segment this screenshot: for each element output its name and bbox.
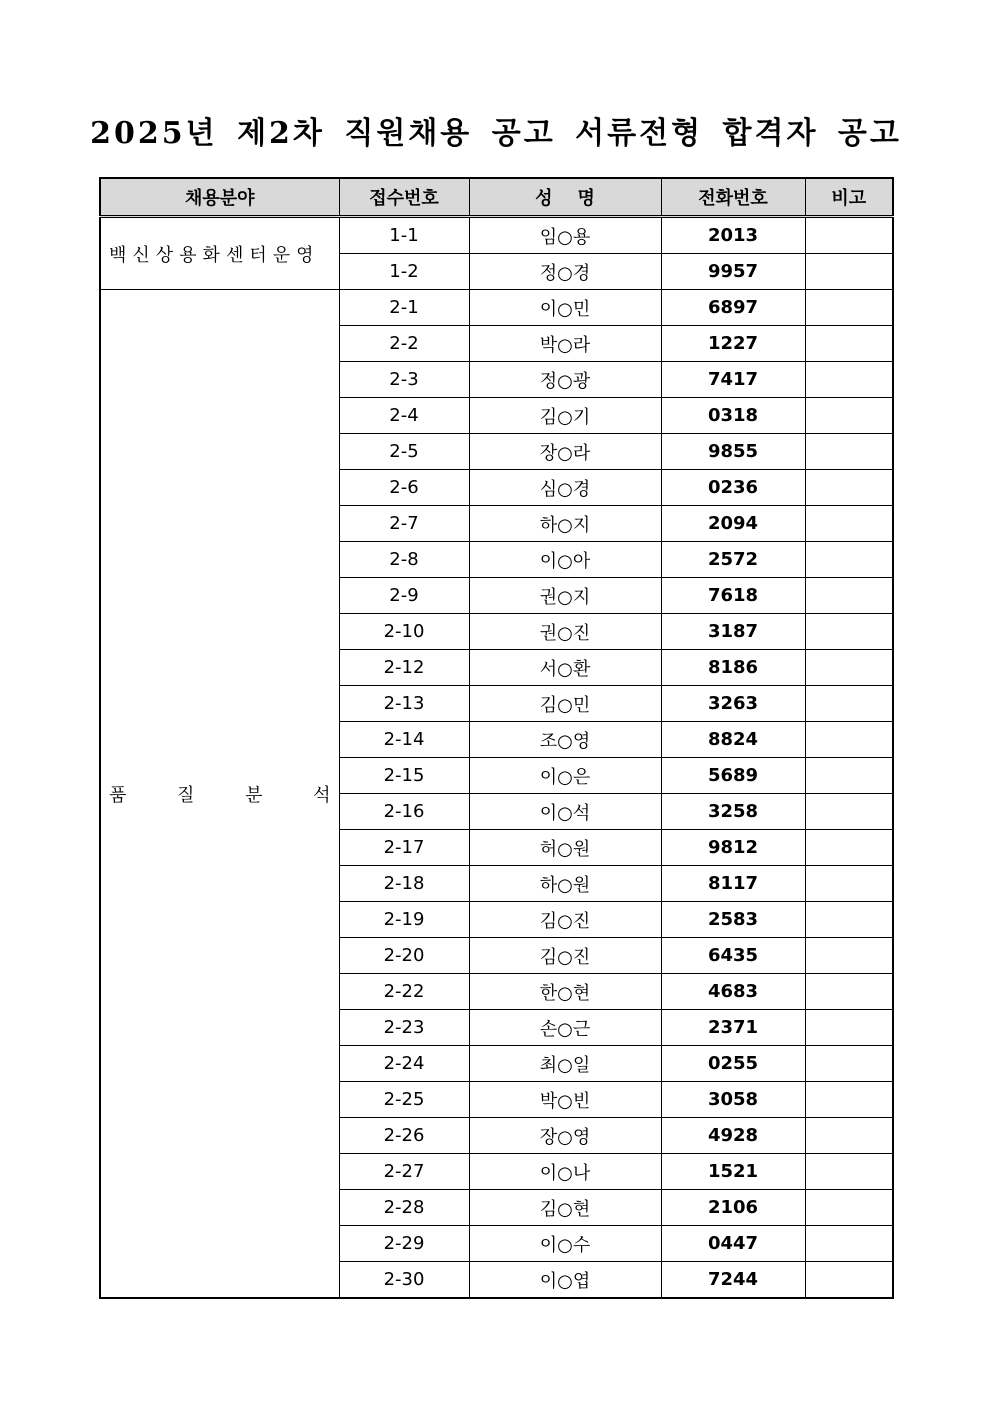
- phone-digits: 9957: [661, 254, 805, 290]
- phone-digits: 2013: [661, 217, 805, 254]
- applicant-name: 손○근: [469, 1010, 661, 1046]
- applicant-name: 정○경: [469, 254, 661, 290]
- note-cell: [805, 1154, 893, 1190]
- phone-digits: 7244: [661, 1262, 805, 1299]
- application-number: 2-19: [339, 902, 469, 938]
- phone-digits: 4683: [661, 974, 805, 1010]
- phone-digits: 3258: [661, 794, 805, 830]
- application-number: 2-6: [339, 470, 469, 506]
- phone-digits: 2106: [661, 1190, 805, 1226]
- note-cell: [805, 794, 893, 830]
- application-number: 2-24: [339, 1046, 469, 1082]
- application-number: 2-2: [339, 326, 469, 362]
- note-cell: [805, 434, 893, 470]
- application-number: 1-1: [339, 217, 469, 254]
- applicant-name: 이○나: [469, 1154, 661, 1190]
- phone-digits: 2572: [661, 542, 805, 578]
- note-cell: [805, 974, 893, 1010]
- results-table: [99, 177, 894, 1299]
- applicant-name: 김○기: [469, 398, 661, 434]
- applicant-name: 임○용: [469, 217, 661, 254]
- page-title: 2025년 제2차 직원채용 공고 서류전형 합격자 공고: [90, 116, 902, 151]
- note-cell: [805, 542, 893, 578]
- application-number: 2-26: [339, 1118, 469, 1154]
- phone-digits: 8117: [661, 866, 805, 902]
- note-cell: [805, 217, 893, 254]
- phone-digits: 7618: [661, 578, 805, 614]
- phone-digits: 5689: [661, 758, 805, 794]
- application-number: 2-3: [339, 362, 469, 398]
- note-cell: [805, 1226, 893, 1262]
- recruitment-field: 백신상용화센터운영: [100, 217, 339, 290]
- phone-digits: 2583: [661, 902, 805, 938]
- applicant-name: 김○현: [469, 1190, 661, 1226]
- applicant-name: 조○영: [469, 722, 661, 758]
- application-number: 2-12: [339, 650, 469, 686]
- phone-digits: 0318: [661, 398, 805, 434]
- application-number: 2-23: [339, 1010, 469, 1046]
- applicant-name: 이○은: [469, 758, 661, 794]
- applicant-name: 이○아: [469, 542, 661, 578]
- note-cell: [805, 1082, 893, 1118]
- application-number: 2-1: [339, 290, 469, 326]
- applicant-name: 이○민: [469, 290, 661, 326]
- note-cell: [805, 686, 893, 722]
- header-note: 비고: [805, 178, 893, 217]
- applicant-name: 김○민: [469, 686, 661, 722]
- application-number: 2-30: [339, 1262, 469, 1299]
- applicant-name: 서○환: [469, 650, 661, 686]
- phone-digits: 1521: [661, 1154, 805, 1190]
- note-cell: [805, 578, 893, 614]
- phone-digits: 6435: [661, 938, 805, 974]
- applicant-name: 김○진: [469, 902, 661, 938]
- note-cell: [805, 290, 893, 326]
- note-cell: [805, 470, 893, 506]
- note-cell: [805, 830, 893, 866]
- phone-digits: 0447: [661, 1226, 805, 1262]
- note-cell: [805, 938, 893, 974]
- header-name: 성 명: [469, 178, 661, 217]
- application-number: 2-10: [339, 614, 469, 650]
- note-cell: [805, 1118, 893, 1154]
- note-cell: [805, 254, 893, 290]
- application-number: 2-29: [339, 1226, 469, 1262]
- note-cell: [805, 650, 893, 686]
- application-number: 2-27: [339, 1154, 469, 1190]
- note-cell: [805, 1046, 893, 1082]
- application-number: 2-4: [339, 398, 469, 434]
- phone-digits: 0236: [661, 470, 805, 506]
- phone-digits: 1227: [661, 326, 805, 362]
- application-number: 1-2: [339, 254, 469, 290]
- application-number: 2-20: [339, 938, 469, 974]
- note-cell: [805, 1262, 893, 1299]
- phone-digits: 4928: [661, 1118, 805, 1154]
- note-cell: [805, 398, 893, 434]
- phone-digits: 2371: [661, 1010, 805, 1046]
- note-cell: [805, 1190, 893, 1226]
- application-number: 2-13: [339, 686, 469, 722]
- applicant-name: 이○석: [469, 794, 661, 830]
- header-number: 접수번호: [339, 178, 469, 217]
- note-cell: [805, 866, 893, 902]
- application-number: 2-22: [339, 974, 469, 1010]
- note-cell: [805, 758, 893, 794]
- table-row: [100, 217, 893, 254]
- applicant-name: 심○경: [469, 470, 661, 506]
- application-number: 2-5: [339, 434, 469, 470]
- phone-digits: 6897: [661, 290, 805, 326]
- note-cell: [805, 326, 893, 362]
- note-cell: [805, 722, 893, 758]
- application-number: 2-17: [339, 830, 469, 866]
- applicant-name: 장○영: [469, 1118, 661, 1154]
- applicant-name: 김○진: [469, 938, 661, 974]
- phone-digits: 9855: [661, 434, 805, 470]
- phone-digits: 8824: [661, 722, 805, 758]
- phone-digits: 3187: [661, 614, 805, 650]
- phone-digits: 8186: [661, 650, 805, 686]
- application-number: 2-18: [339, 866, 469, 902]
- application-number: 2-9: [339, 578, 469, 614]
- note-cell: [805, 614, 893, 650]
- application-number: 2-16: [339, 794, 469, 830]
- applicant-name: 하○원: [469, 866, 661, 902]
- applicant-name: 최○일: [469, 1046, 661, 1082]
- applicant-name: 이○엽: [469, 1262, 661, 1299]
- applicant-name: 박○라: [469, 326, 661, 362]
- applicant-name: 박○빈: [469, 1082, 661, 1118]
- application-number: 2-28: [339, 1190, 469, 1226]
- applicant-name: 권○지: [469, 578, 661, 614]
- header-phone: 전화번호: [661, 178, 805, 217]
- application-number: 2-7: [339, 506, 469, 542]
- phone-digits: 7417: [661, 362, 805, 398]
- applicant-name: 허○원: [469, 830, 661, 866]
- phone-digits: 3263: [661, 686, 805, 722]
- note-cell: [805, 506, 893, 542]
- phone-digits: 0255: [661, 1046, 805, 1082]
- applicant-name: 하○지: [469, 506, 661, 542]
- application-number: 2-8: [339, 542, 469, 578]
- applicant-name: 이○수: [469, 1226, 661, 1262]
- application-number: 2-14: [339, 722, 469, 758]
- applicant-name: 정○광: [469, 362, 661, 398]
- note-cell: [805, 362, 893, 398]
- applicant-name: 한○현: [469, 974, 661, 1010]
- recruitment-field: 품 질 분 석: [100, 290, 339, 1299]
- phone-digits: 9812: [661, 830, 805, 866]
- applicant-name: 장○라: [469, 434, 661, 470]
- note-cell: [805, 1010, 893, 1046]
- application-number: 2-25: [339, 1082, 469, 1118]
- table-row: [100, 290, 893, 326]
- phone-digits: 2094: [661, 506, 805, 542]
- note-cell: [805, 902, 893, 938]
- phone-digits: 3058: [661, 1082, 805, 1118]
- table-header-row: [100, 178, 893, 217]
- application-number: 2-15: [339, 758, 469, 794]
- applicant-name: 권○진: [469, 614, 661, 650]
- header-field: 채용분야: [100, 178, 339, 217]
